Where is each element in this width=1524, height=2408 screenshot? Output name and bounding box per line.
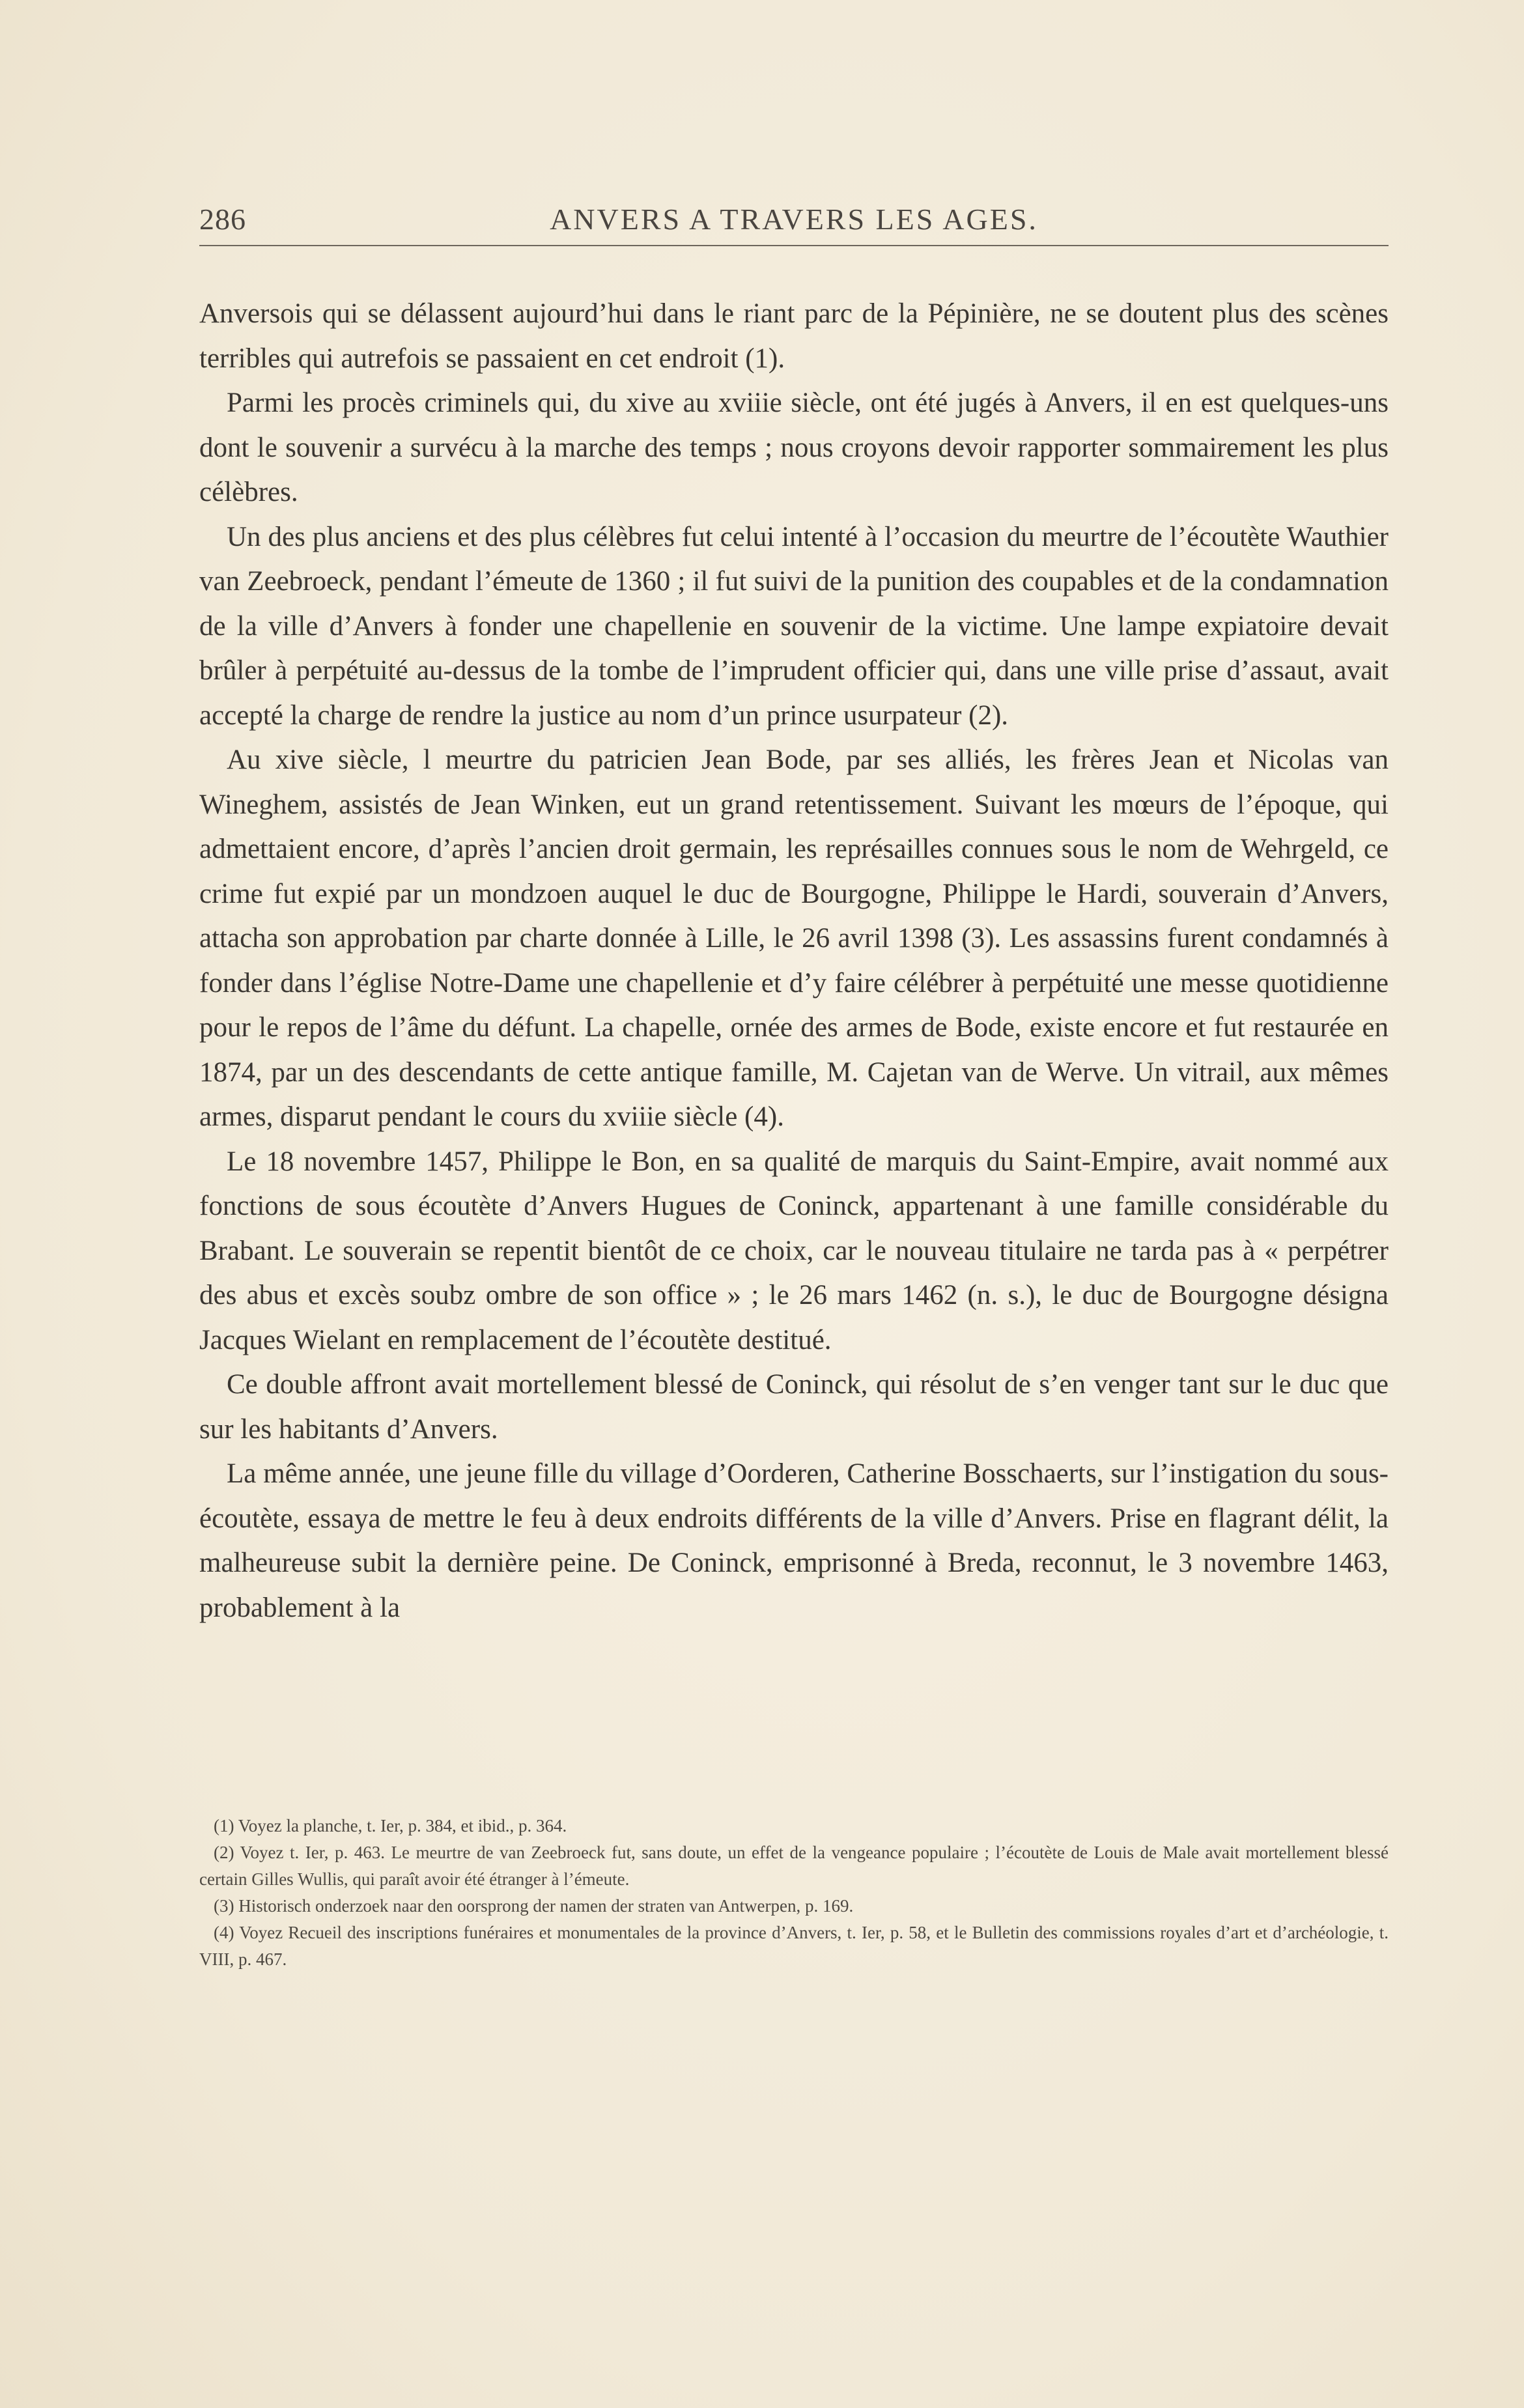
body-text xyxy=(199,292,1389,1630)
paragraph: Au xive siècle, l meurtre du patricien Jean Bode, par ses alliés, les frères Jean et Nicolas van Wineghem, assistés de Jean Winken, eut un grand retentissement. Suivant les mœurs de l’époque, qui admettaient encore, d’après l’ancien droit germain, les représailles connues sous le nom de Wehrgeld, ce crime fut expié par un mondzoen auquel le duc de Bourgogne, Philippe le Hardi, souverain d’Anvers, attacha son approbation par charte donnée à Lille, le 26 avril 1398 (3). Les assassins furent condamnés à fonder dans l’église Notre-Dame une chapellenie et d’y faire célébrer à perpétuité une messe quotidienne pour le repos de l’âme du défunt. La chapelle, ornée des armes de Bode, existe encore et fut restaurée en 1874, par un des descendants de cette antique famille, M. Cajetan van de Werve. Un vitrail, aux mêmes armes, disparut pendant le cours du xviiie siècle (4). xyxy=(199,744,1389,1132)
paragraph: Parmi les procès criminels qui, du xive au xviiie siècle, ont été jugés à Anvers, il en est quelques-uns dont le souvenir a survécu à la marche des temps ; nous croyons devoir rapporter sommairement les plus célèbres. xyxy=(199,388,1389,507)
header-rule xyxy=(199,245,1389,246)
footnote: (1) Voyez la planche, t. Ier, p. 384, et ibid., p. 364. xyxy=(214,1816,567,1835)
paragraph: Un des plus anciens et des plus célèbres fut celui intenté à l’occasion du meurtre de l’écoutète Wauthier van Zeebroeck, pendant l’émeute de 1360 ; il fut suivi de la punition des coupables et de la condamnation de la ville d’Anvers à fonder une chapellenie en souvenir de la victime. Une lampe expiatoire devait brûler à perpétuité au-dessus de la tombe de l’imprudent officier qui, dans une ville prise d’assaut, avait accepté la charge de rendre la justice au nom d’un prince usurpateur (2). xyxy=(199,521,1389,731)
paragraph: Ce double affront avait mortellement blessé de Coninck, qui résolut de s’en venger tant sur le duc que sur les habitants d’Anvers. xyxy=(199,1369,1389,1445)
page-number: 286 xyxy=(199,203,246,236)
footnote: (2) Voyez t. Ier, p. 463. Le meurtre de van Zeebroeck fut, sans doute, un effet de la vengeance populaire ; l’écoutète de Louis de Male avait mortellement blessé certain Gilles Wullis, qui paraît avoir été étranger à l’émeute. xyxy=(199,1843,1389,1889)
running-title: ANVERS A TRAVERS LES AGES. xyxy=(550,203,1038,236)
footnote: (4) Voyez Recueil des inscriptions funéraires et monumentales de la province d’Anvers, t. Ier, p. 58, et le Bulletin des commissions royales d’art et d’archéologie, t. VIII, p. 467. xyxy=(199,1923,1389,1969)
footnotes xyxy=(199,1813,1389,1973)
paragraph: Le 18 novembre 1457, Philippe le Bon, en sa qualité de marquis du Saint-Empire, avait nommé aux fonctions de sous écoutète d’Anvers Hugues de Coninck, appartenant à une famille considérable du Brabant. Le souverain se repentit bientôt de ce choix, car le nouveau titulaire ne tarda pas à « perpétrer des abus et excès soubz ombre de son office » ; le 26 mars 1462 (n. s.), le duc de Bourgogne désigna Jacques Wielant en remplacement de l’écoutète destitué. xyxy=(199,1146,1389,1355)
paragraph: La même année, une jeune fille du village d’Oorderen, Catherine Bosschaerts, sur l’instigation du sous-écoutète, essaya de mettre le feu à deux endroits différents de la ville d’Anvers. Prise en flagrant délit, la malheureuse subit la dernière peine. De Coninck, emprisonné à Breda, reconnut, le 3 novembre 1463, probablement à la xyxy=(199,1458,1389,1623)
footnote: (3) Historisch onderzoek naar den oorsprong der namen der straten van Antwerpen, p. 169. xyxy=(214,1896,854,1916)
paragraph: Anversois qui se délassent aujourd’hui dans le riant parc de la Pépinière, ne se doutent plus des scènes terribles qui autrefois se passaient en cet endroit (1). xyxy=(199,298,1389,374)
page-header xyxy=(199,202,1389,244)
